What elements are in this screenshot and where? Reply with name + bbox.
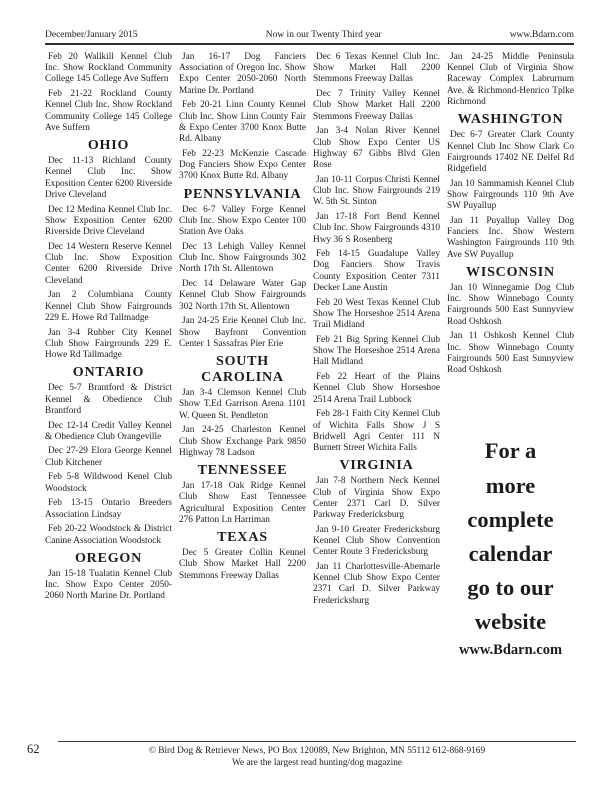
- calendar-columns: [45, 52, 574, 659]
- state-heading-pennsylvania: PENNSYLVANIA: [183, 186, 302, 202]
- column-2-entries: [179, 52, 306, 582]
- event-entry: Dec 13 Lehigh Valley Kennel Club Inc. Show Fairgrounds 302 North 17th St. Allentown: [179, 241, 306, 275]
- event-entry: Feb 21-22 Rockland County Kennel Club Inc. Show Rockland Community College 145 College Ave Suffern: [45, 89, 172, 133]
- promo-text-line: complete: [467, 506, 554, 532]
- promo-text-line: For a: [484, 438, 537, 464]
- event-entry: Dec 12-14 Credit Valley Kennel & Obedience Club Orangeville: [45, 420, 172, 442]
- event-entry: Dec 27-29 Elora George Kennel Club Kitchener: [45, 446, 172, 468]
- event-entry: Jan 11 Puyallup Valley Dog Fanciers Inc. Show Western Washington Fairgrounds 110 9th Ave SW Puyallup: [447, 215, 574, 260]
- header-website: www.Bdarn.com: [509, 30, 574, 40]
- footer-publisher-line: © Bird Dog & Retriever News, PO Box 120089, New Brighton, MN 55112 612-868-9169: [148, 745, 486, 756]
- event-entry: Jan 9-10 Greater Fredericksburg Kennel Club Show Convention Center Route 3 Fredericksburg: [313, 524, 440, 558]
- state-heading-virginia: VIRGINIA: [339, 458, 414, 474]
- event-entry: Jan 24-25 Middle Peninsula Kennel Club of Virginia Show Raceway Complex Labrurnum Ave. & Richmond-Henrico Tplke Richmond: [447, 52, 574, 107]
- promo-website-link[interactable]: www.Bdarn.com: [458, 642, 563, 659]
- event-entry: Feb 28-1 Faith City Kennel Club of Wichita Falls Show J S Bridwell Agri Center 111 N Burnett Street Wichita Falls: [313, 409, 440, 453]
- event-entry: Dec 6-7 Greater Clark County Kennel Club Inc Show Clark Co Fairgrounds 17402 NE Delfel Rd Ridgefield: [447, 130, 574, 174]
- event-entry: Jan 17-18 Fort Bend Kennel Club Inc. Show Fairgrounds 4310 Hwy 36 S Rosenberg: [313, 212, 440, 245]
- event-entry: Jan 24-25 Erie Kennel Club Inc. Show Bayfront Convention Center 1 Sassafras Pier Erie: [179, 316, 306, 349]
- event-entry: Dec 14 Western Reserve Kennel Club Inc. Show Exposition Center 6200 Riverside Drive Cleveland: [45, 241, 172, 286]
- event-entry: Feb 20 West Texas Kennel Club Show The Horseshoe 2514 Arena Trail Midland: [313, 297, 440, 331]
- promo-text-line: go to our: [467, 575, 554, 601]
- event-entry: Dec 14 Delaware Water Gap Kennel Club Show Fairgrounds 302 North 17th St. Allentown: [179, 279, 306, 312]
- promo-text: [447, 434, 574, 639]
- event-entry: Dec 7 Trinity Valley Kennel Club Show Market Hall 2200 Stemmons Freeway Dallas: [313, 89, 440, 122]
- event-entry: Jan 3-4 Clemson Kennel Club Show T.Ed Garrison Arena 1101 W. Queen St. Pendleton: [179, 388, 306, 421]
- column-1-entries: [45, 52, 172, 603]
- event-entry: Jan 2 Columbiana County Kennel Club Show Fairgrounds 229 E. Howe Rd Tallmadge: [45, 290, 172, 323]
- state-heading-washington: WASHINGTON: [457, 112, 564, 128]
- event-entry: Dec 11-13 Richland County Kennel Club Inc. Show Exposition Center 6200 Riverside Drive Cleveland: [45, 156, 172, 200]
- column-4-entries: [447, 52, 574, 376]
- state-heading-ohio: OHIO: [87, 138, 130, 154]
- promo-text-line: website: [474, 609, 547, 635]
- event-entry: Feb 14-15 Guadalupe Valley Dog Fanciers Show Travis County Exposition Center 7311 Decker Lane Austin: [313, 249, 440, 293]
- promo-text-line: calendar: [468, 540, 553, 566]
- event-entry: Dec 5 Greater Collin Kennel Club Show Market Hall 2200 Stemmons Freeway Dallas: [179, 548, 306, 581]
- event-entry: Jan 10 Sammamish Kennel Club Show Fairgrounds 110 9th Ave SW Puyallup: [447, 178, 574, 212]
- calendar-column-2: [179, 52, 306, 659]
- event-entry: Jan 7-8 Northern Neck Kennel Club of Virginia Show Expo Center 2371 Carl D. Silver Parkway Fredericksburg: [313, 476, 440, 521]
- event-entry: Jan 16-17 Dog Fanciers Association of Oregon Inc. Show Expo Center 2050-2060 North Marine Dr. Portland: [179, 52, 306, 96]
- event-entry: Feb 13-15 Ontario Breeders Association Lindsay: [45, 498, 172, 520]
- header-tagline: Now in our Twenty Third year: [265, 30, 382, 40]
- website-promo: [447, 434, 574, 659]
- event-entry: Jan 3-4 Rubber City Kennel Club Show Fairgrounds 229 E. Howe Rd Tallmadge: [45, 327, 172, 360]
- event-entry: Dec 12 Medina Kennel Club Inc. Show Exposition Center 6200 Riverside Drive Cleveland: [45, 204, 172, 238]
- calendar-column-3: [313, 52, 440, 659]
- footer-tagline: We are the largest read hunting/dog magazine: [232, 757, 402, 768]
- state-heading-wisconsin: WISCONSIN: [466, 264, 555, 280]
- event-entry: Feb 20-22 Woodstock & District Canine Association Woodstock: [45, 524, 172, 546]
- event-entry: Jan 11 Oshkosh Kennel Club Inc. Show Winnebago County Fairgrounds 500 East Sunnyview Road Oshkosh: [447, 331, 574, 376]
- event-entry: Dec 5-7 Brantford & District Kennel & Obedience Club Brantford: [45, 383, 172, 416]
- header-issue-date: December/January 2015: [45, 30, 138, 40]
- page-header: [45, 30, 574, 45]
- event-entry: Dec 6 Texas Kennel Club Inc. Show Market Hall 2200 Stemmons Freeway Dallas: [313, 52, 440, 85]
- promo-text-line: more: [485, 472, 536, 498]
- column-3-entries: [313, 52, 440, 607]
- page-number: 62: [27, 742, 40, 756]
- event-entry: Jan 10 Winnegamie Dog Club Inc. Show Winnebago County Fairgrounds 500 East Sunnyview Road Oshkosh: [447, 282, 574, 327]
- calendar-column-1: [45, 52, 172, 659]
- event-entry: Jan 3-4 Nolan River Kennel Club Show Expo Center US Highway 67 Gibbs Blvd Glen Rose: [313, 126, 440, 171]
- event-entry: Jan 10-11 Corpus Christi Kennel Club Inc. Show Fairgrounds 219 W. 5th St. Sinton: [313, 174, 440, 208]
- state-heading-oregon: OREGON: [74, 550, 143, 566]
- event-entry: Feb 22-23 McKenzie Cascade Dog Fanciers Show Expo Center 3700 Knox Butte Rd. Albany: [179, 148, 306, 182]
- event-entry: Jan 24-25 Charleston Kennel Club Show Exchange Park 9850 Highway 78 Ladson: [179, 425, 306, 458]
- event-entry: Jan 15-18 Tualatin Kennel Club Inc. Show Expo Center 2050-2060 North Marine Dr. Portland: [45, 568, 172, 602]
- event-entry: Feb 20-21 Linn County Kennel Club Inc. Show Linn County Fair & Expo Center 3700 Knox Butte Rd. Albany: [179, 100, 306, 145]
- event-entry: Dec 6-7 Valley Forge Kennel Club Inc. Show Expo Center 100 Station Ave Oaks: [179, 204, 306, 238]
- event-entry: Feb 20 Wallkill Kennel Club Inc. Show Rockland Community College 145 College Ave Suffern: [45, 52, 172, 85]
- calendar-column-4: [447, 52, 574, 659]
- event-entry: Feb 21 Big Spring Kennel Club Show The Horseshoe 2514 Arena Hall Midland: [313, 334, 440, 368]
- event-entry: Feb 5-8 Wildwood Kenel Club Woodstock: [45, 472, 172, 494]
- state-heading-south-carolina: SOUTH CAROLINA: [201, 353, 284, 386]
- page-footer: [58, 741, 576, 769]
- state-heading-texas: TEXAS: [217, 530, 268, 546]
- state-heading-ontario: ONTARIO: [72, 365, 145, 381]
- state-heading-tennessee: TENNESSEE: [197, 463, 288, 479]
- event-entry: Jan 11 Charlottesville-Abemarle Kennel Club Show Expo Center 2371 Carl D. Silver Parkway Fredericksburg: [313, 561, 440, 606]
- event-entry: Jan 17-18 Oak Ridge Kennel Club Show East Tennessee Agricultural Exposition Center 276 Patton Ln Harriman: [179, 481, 306, 525]
- event-entry: Feb 22 Heart of the Plains Kennel Club Show Horseshoe 2514 Arena Trail Lubbock: [313, 372, 440, 405]
